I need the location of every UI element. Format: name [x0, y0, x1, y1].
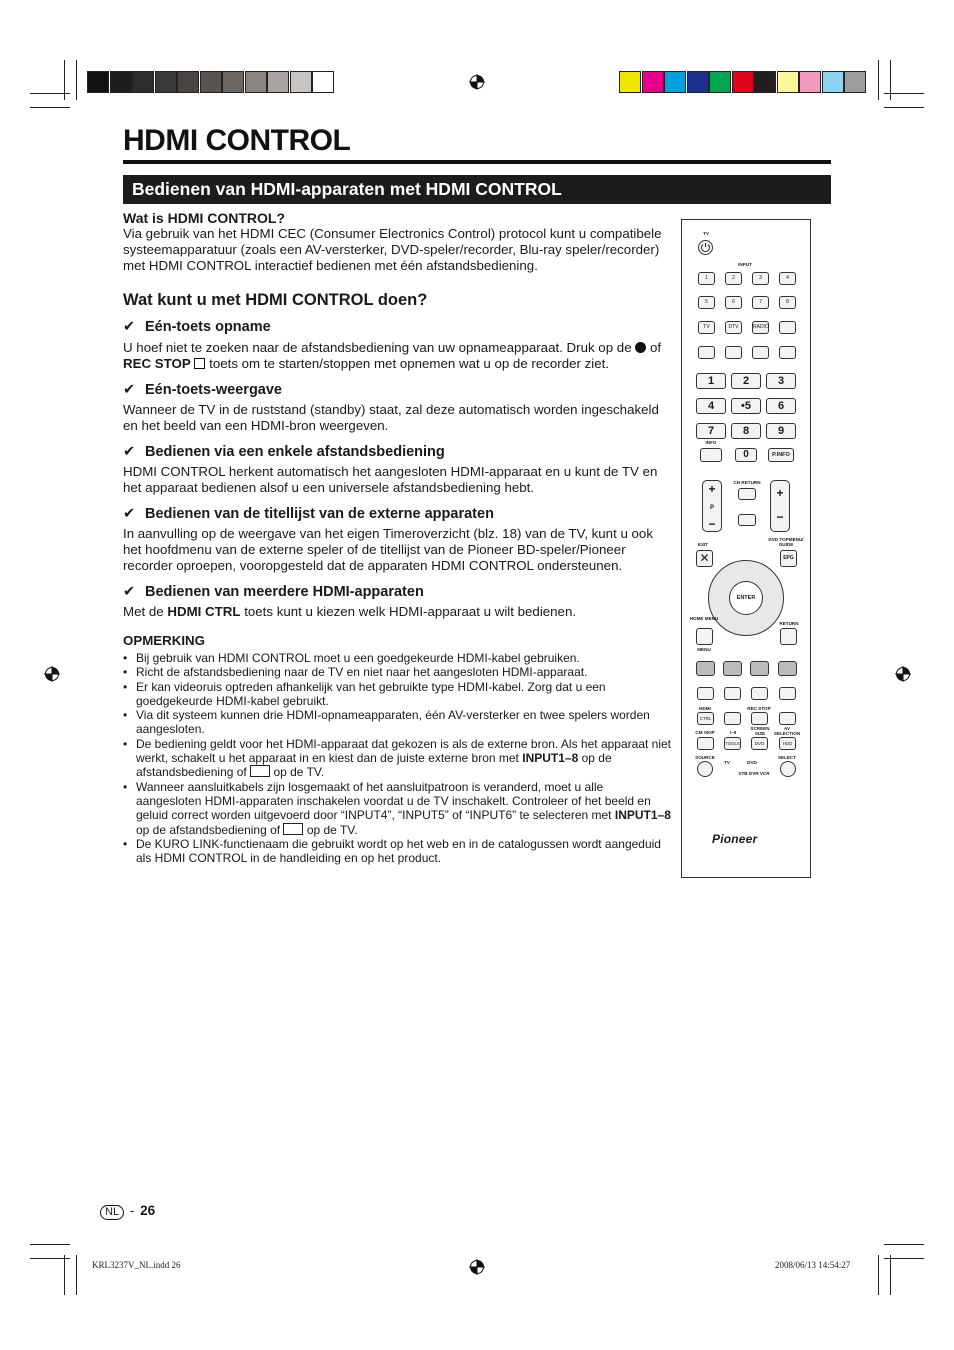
- dtv-source-key: DTV: [725, 321, 742, 334]
- feature-text: HDMI CONTROL herkent automatisch het aangesloten HDMI-apparaat en u kunt de TV en het apparaat bedienen alsof u een universele afstandsbediening hebt.: [123, 464, 658, 495]
- main-content: [123, 210, 671, 865]
- crop-mark: [30, 1244, 70, 1245]
- stb-dvr-vcr-label: STB DVR VCR: [738, 771, 770, 776]
- digit-key: 3: [766, 373, 796, 389]
- ch-return-label: CH RETURN: [733, 480, 761, 485]
- rec-stop-icon: [751, 712, 768, 725]
- remote-control-illustration: [681, 219, 811, 878]
- color-swatch: [155, 71, 177, 93]
- crop-mark: [30, 93, 70, 94]
- feature-single-remote: [123, 444, 671, 496]
- home-menu-label: HOME MENU: [689, 616, 719, 621]
- note-item: • De KURO LINK-functienaam die gebruikt wordt op het web en in de catalogussen wordt aangeduid als HDMI CONTROL in de handleiding en op het product.: [123, 837, 671, 866]
- select-knob: [780, 761, 796, 777]
- rec-stop-label: REC STOP: [747, 706, 771, 711]
- cm-skip-label: CM SKIP: [695, 730, 715, 735]
- feature-one-touch-record: [123, 319, 671, 372]
- stop-icon: [779, 712, 796, 725]
- registration-mark-icon: [469, 74, 485, 90]
- color-key: [750, 661, 769, 676]
- tools-key: TOOLS: [724, 737, 741, 750]
- digit-key: •5: [731, 398, 761, 414]
- crop-mark: [890, 1255, 891, 1295]
- input-key: 2: [725, 272, 742, 285]
- page-number: NL - 26: [100, 1203, 155, 1220]
- color-swatch: [799, 71, 821, 93]
- crop-mark: [878, 60, 879, 100]
- check-icon: ✔: [123, 444, 136, 460]
- epg-key: EPG: [780, 550, 797, 567]
- tv-source-label: TV: [724, 760, 730, 765]
- color-swatch: [619, 71, 641, 93]
- digit-key: 0: [735, 448, 757, 462]
- color-swatch: [222, 71, 244, 93]
- color-swatch: [709, 71, 731, 93]
- gray-color-bar: [87, 71, 335, 93]
- hdmi-label: HDMI: [699, 706, 711, 711]
- check-icon: ✔: [123, 506, 136, 522]
- enter-key: ENTER: [729, 581, 763, 615]
- rec-stop-label: REC STOP: [123, 356, 191, 371]
- date-slug: 2008/06/13 14:54:27: [775, 1260, 851, 1270]
- input-key: 3: [752, 272, 769, 285]
- input-label: INPUT: [738, 262, 752, 267]
- color-swatch: [200, 71, 222, 93]
- crop-mark: [890, 60, 891, 100]
- feature-title: Eén-toets opname: [145, 319, 271, 335]
- feature-title: Bedienen van meerdere HDMI-apparaten: [145, 584, 424, 600]
- features-heading: Wat kunt u met HDMI CONTROL doen?: [123, 291, 428, 309]
- digit-key: 2: [731, 373, 761, 389]
- info-key-icon: [700, 448, 722, 462]
- volume-rocker: + P −: [702, 480, 722, 532]
- color-key: [696, 661, 715, 676]
- source-label: SOURCE: [695, 755, 715, 760]
- feature-title: Eén-toets-weergave: [145, 382, 282, 398]
- home-menu-icon: [696, 628, 713, 645]
- feature-title: Bedienen via een enkele afstandsbediening: [145, 444, 445, 460]
- feature-one-touch-play: [123, 382, 671, 434]
- tv-label: TV: [703, 231, 709, 236]
- feature-text: Wanneer de TV in de ruststand (standby) staat, zal deze automatisch worden ingeschakeld en het beeld van een HDMI-bron weergeven.: [123, 402, 659, 433]
- crop-mark: [30, 1258, 70, 1259]
- teletext-key-icon: [779, 321, 796, 334]
- return-label: RETURN: [779, 621, 799, 626]
- select-label: SELECT: [777, 755, 797, 760]
- exit-label: EXIT: [697, 542, 709, 547]
- crop-mark: [64, 1255, 65, 1295]
- source-knob: [697, 761, 713, 777]
- digit-key: 7: [696, 423, 726, 439]
- color-swatch: [844, 71, 866, 93]
- input-icon: [283, 823, 303, 835]
- notes-list: [123, 651, 671, 865]
- return-icon: [780, 628, 797, 645]
- registration-mark-icon: [469, 1259, 485, 1275]
- digit-key: 4: [696, 398, 726, 414]
- record-dot-icon: [635, 342, 646, 353]
- intro-text: Via gebruik van het HDMI CEC (Consumer Electronics Control) protocol kunt u compatibele systeemapparatuur (zoals een AV-versterker, DVD-speler/recorder, Blu-ray speler/recorder) met HDMI CONTROL interactief bedienen met één afstandsbediening.: [123, 226, 662, 273]
- tv-source-key: TV: [698, 321, 715, 334]
- dvd-key: DVD: [751, 737, 768, 750]
- feature-text: In aanvulling op de weergave van het eigen Timeroverzicht (blz. 18) van de TV, kunt u ook het hoofdmenu van de externe speler of de titellijst van de Pioneer BD-speler/Pioneer recorder oproepen, vooropgesteld dat de apparaten HDMI CONTROL ondersteunen.: [123, 526, 653, 573]
- color-swatch: [87, 71, 109, 93]
- color-key: [778, 661, 797, 676]
- intro-heading: Wat is HDMI CONTROL?: [123, 210, 286, 226]
- note-item: • Richt de afstandsbediening naar de TV en niet naar het aangesloten HDMI-apparaat.: [123, 665, 671, 679]
- process-color-bar: [619, 71, 867, 93]
- file-slug: KRL3237V_NL.indd 26: [92, 1260, 181, 1270]
- cm-skip-key-icon: [697, 737, 714, 750]
- page-title: HDMI CONTROL: [123, 124, 351, 157]
- registration-mark-icon: [44, 666, 60, 682]
- color-swatch: [312, 71, 334, 93]
- menu-label: MENU: [697, 647, 711, 652]
- info-label: INFO: [705, 440, 717, 445]
- crop-mark: [64, 60, 65, 100]
- color-swatch: [132, 71, 154, 93]
- hdd-key: HDD: [779, 737, 796, 750]
- input-key: 1: [698, 272, 715, 285]
- title-rule: [123, 160, 831, 164]
- digit-key: 6: [766, 398, 796, 414]
- ch-return-key: [738, 488, 756, 500]
- i-ii-label: I–II: [729, 730, 737, 735]
- brand-logo: Pioneer: [712, 832, 758, 846]
- input-icon: [250, 765, 270, 777]
- fast-forward-icon: [779, 687, 796, 700]
- language-badge: NL: [100, 1205, 124, 1220]
- dvd-source-label: DVD: [747, 760, 757, 765]
- crop-mark: [884, 1244, 924, 1245]
- feature-title: Bedienen van de titellijst van de externe apparaten: [145, 506, 494, 522]
- dvd-top-menu-label: DVD TOPMENU/ GUIDE: [768, 537, 804, 547]
- input-key: 6: [725, 296, 742, 309]
- note-item: • De bediening geldt voor het HDMI-apparaat dat gekozen is als de externe bron. Als het apparaat niet werkt, schakelt u het apparaat in en kiest dan de juiste externe bron met INPUT1–8 op de afstandsbediening of op de TV.: [123, 737, 671, 780]
- color-swatch: [822, 71, 844, 93]
- color-swatch: [110, 71, 132, 93]
- crop-mark: [884, 93, 924, 94]
- crop-mark: [76, 60, 77, 100]
- note-item: • Er kan videoruis optreden afhankelijk van het gebruikte type HDMI-kabel. Zorg dat u een goedgekeurde HDMI-kabel gebruikt.: [123, 680, 671, 709]
- crop-mark: [884, 107, 924, 108]
- av-selection-label: AV SELECTION: [773, 726, 801, 736]
- feature-title-list: [123, 506, 671, 574]
- feature-text: U hoef niet te zoeken naar de afstandsbediening van uw opnameapparaat. Druk op de of REC STOP toets om te starten/stoppen met opnemen wat u op de recorder ziet.: [123, 340, 662, 371]
- rewind-icon: [724, 687, 741, 700]
- color-swatch: [664, 71, 686, 93]
- teletext-key-icon: [752, 346, 769, 359]
- feature-multiple-devices: [123, 584, 671, 620]
- color-swatch: [732, 71, 754, 93]
- screen-size-label: SCREEN SIZE: [750, 726, 770, 736]
- crop-mark: [878, 1255, 879, 1295]
- input-key: 8: [779, 296, 796, 309]
- color-swatch: [777, 71, 799, 93]
- input-key: 5: [698, 296, 715, 309]
- notes-heading: OPMERKING: [123, 633, 206, 648]
- color-swatch: [245, 71, 267, 93]
- check-icon: ✔: [123, 319, 136, 335]
- color-swatch: [177, 71, 199, 93]
- crop-mark: [30, 107, 70, 108]
- note-item: • Wanneer aansluitkabels zijn losgemaakt of het aansluitpatroon is veranderd, moet u alle aangesloten HDMI-apparaten inschakelen voordat u de TV inschakelt. Controleer of het beeld en geluid correct worden uitgevoerd door “INPUT4”, “INPUT5” of “INPUT6” te selecteren met INPUT1–8 op de afstandsbediening of op de TV.: [123, 780, 671, 837]
- note-item: • Bij gebruik van HDMI CONTROL moet u een goedgekeurde HDMI-kabel gebruiken.: [123, 651, 671, 665]
- color-swatch: [290, 71, 312, 93]
- hdmi-ctrl-label: HDMI CTRL: [167, 604, 241, 619]
- hdmi-ctrl-key: CTRL: [697, 712, 714, 725]
- digit-key: 9: [766, 423, 796, 439]
- play-icon: [751, 687, 768, 700]
- pinfo-key: P.INFO: [768, 448, 794, 462]
- input-key: 4: [779, 272, 796, 285]
- radio-source-key: RADIO: [752, 321, 769, 334]
- color-key: [723, 661, 742, 676]
- exit-key-icon: ✕: [696, 550, 713, 567]
- teletext-key-icon: [725, 346, 742, 359]
- check-icon: ✔: [123, 382, 136, 398]
- teletext-key-icon: [779, 346, 796, 359]
- pause-icon: [697, 687, 714, 700]
- teletext-key-icon: [698, 346, 715, 359]
- mute-icon: [738, 514, 756, 526]
- power-icon: [698, 240, 713, 255]
- digit-key: 8: [731, 423, 761, 439]
- record-icon: [724, 712, 741, 725]
- input-key: 7: [752, 296, 769, 309]
- color-swatch: [687, 71, 709, 93]
- check-icon: ✔: [123, 584, 136, 600]
- color-swatch: [267, 71, 289, 93]
- notes-section: [123, 633, 671, 865]
- registration-mark-icon: [895, 666, 911, 682]
- stop-square-icon: [194, 358, 205, 369]
- note-item: • Via dit systeem kunnen drie HDMI-opnameapparaten, één AV-versterker en twee spelers worden aangesloten.: [123, 708, 671, 737]
- feature-text: Met de HDMI CTRL toets kunt u kiezen welk HDMI-apparaat u wilt bedienen.: [123, 604, 577, 619]
- section-heading: [123, 175, 831, 204]
- crop-mark: [884, 1258, 924, 1259]
- digit-key: 1: [696, 373, 726, 389]
- section-heading-text: Bedienen van HDMI-apparaten met HDMI CONTROL: [132, 179, 562, 199]
- color-swatch: [642, 71, 664, 93]
- color-swatch: [754, 71, 776, 93]
- crop-mark: [76, 1255, 77, 1295]
- channel-rocker: + −: [770, 480, 790, 532]
